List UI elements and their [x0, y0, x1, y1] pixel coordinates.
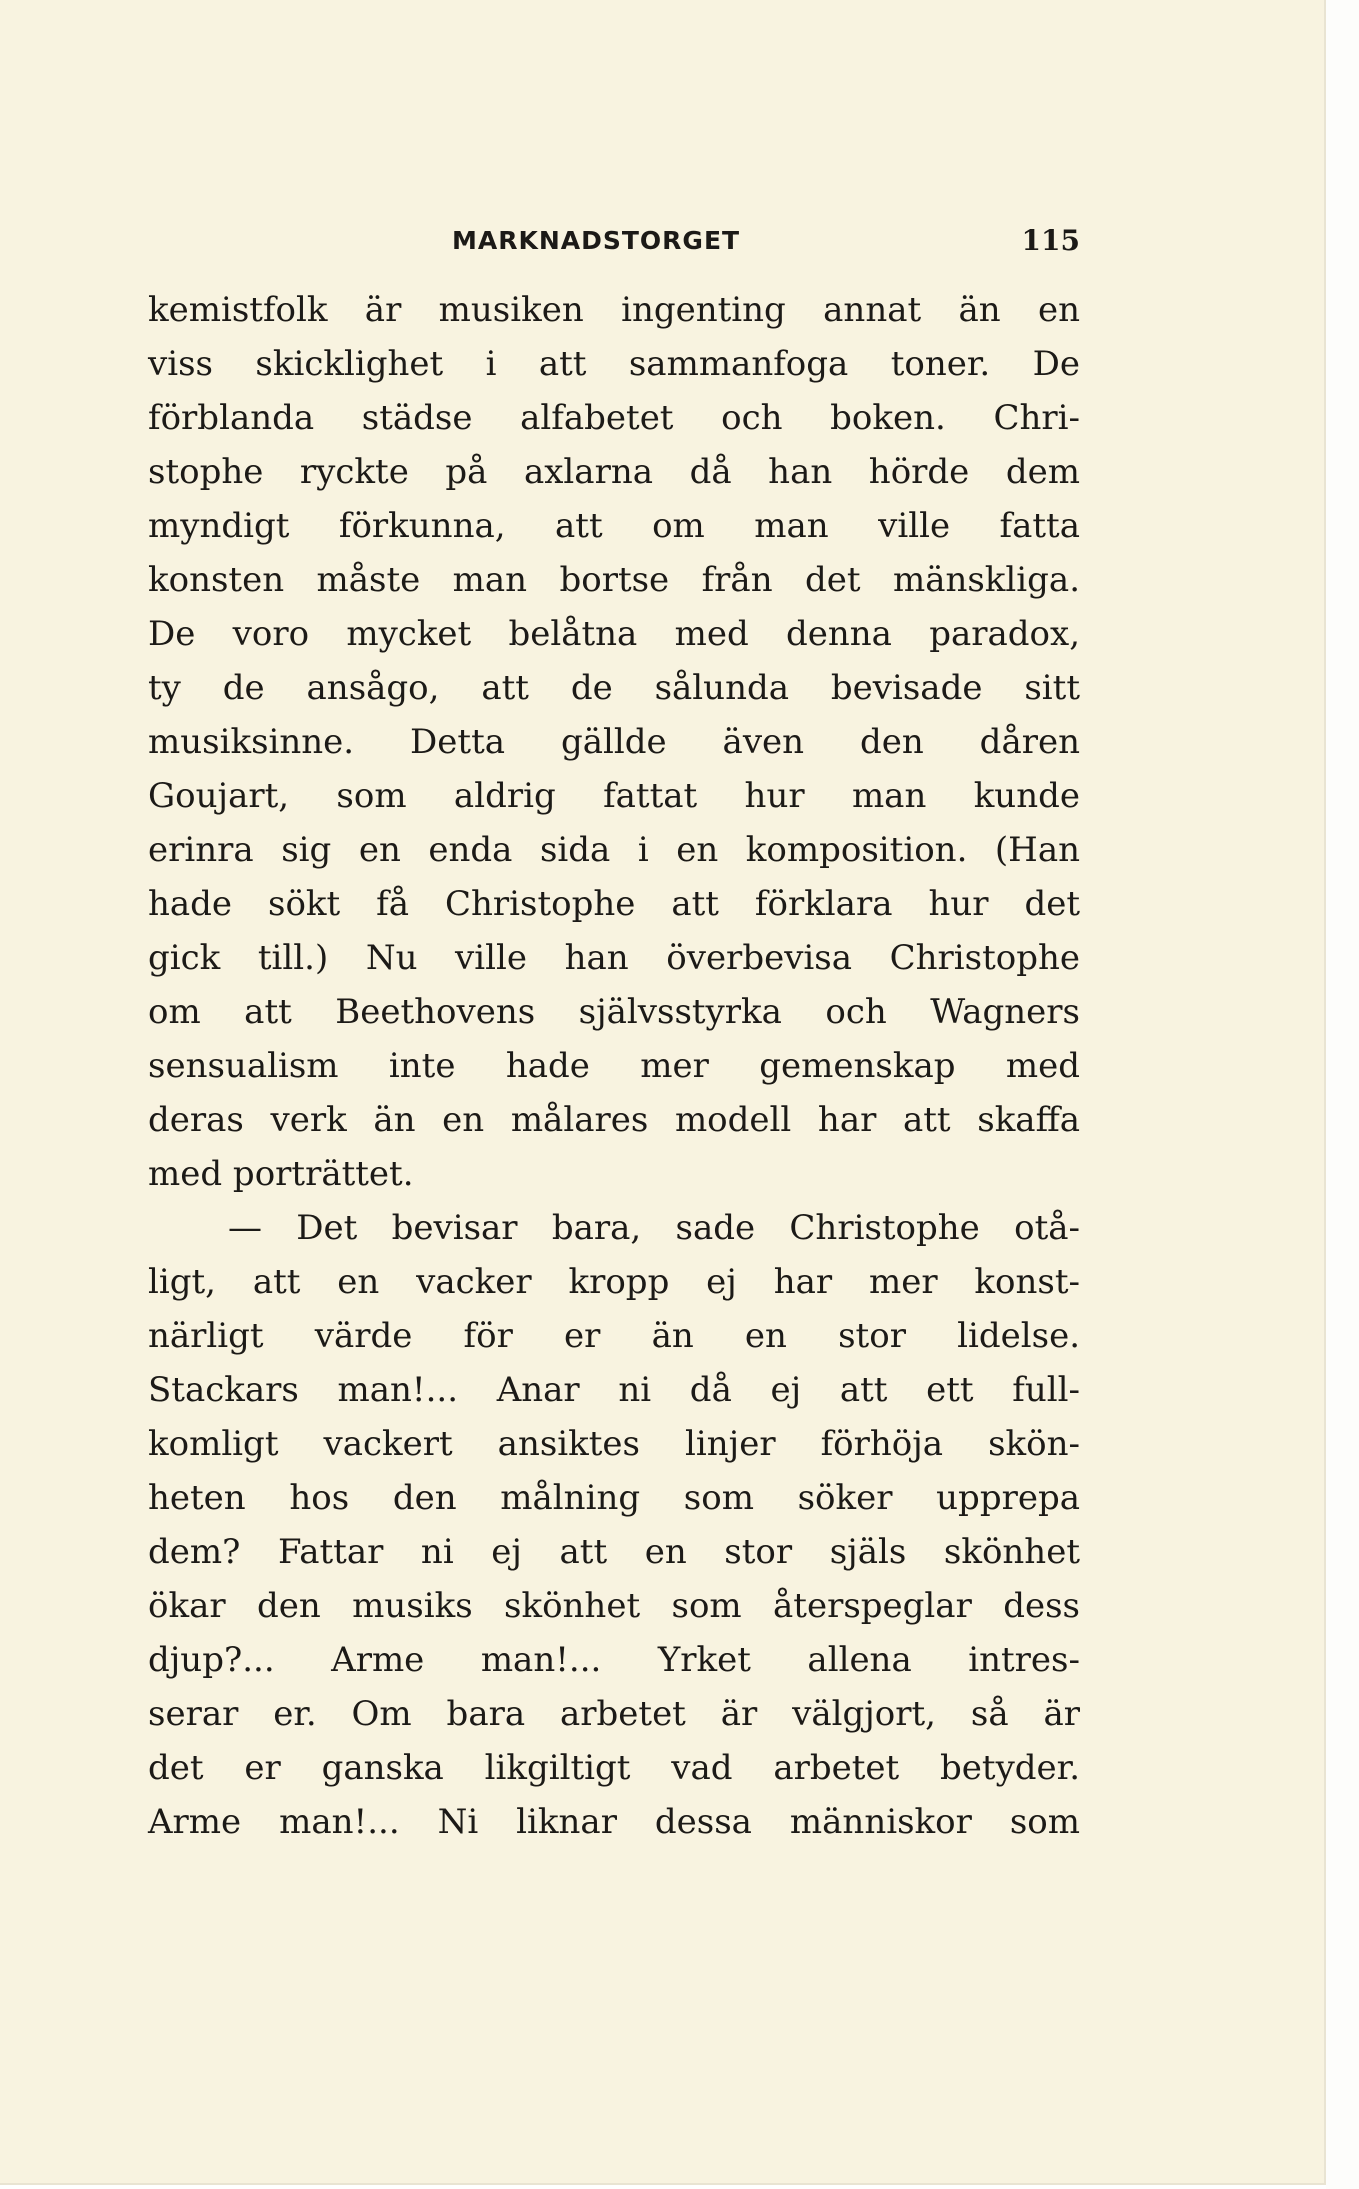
running-title: MARKNADSTORGET: [452, 226, 741, 255]
page-edge: [1326, 0, 1359, 2189]
text-line: med porträttet.: [148, 1154, 414, 1194]
text-line: musiksinne. Detta gällde även den dåren: [148, 722, 1080, 762]
text-line: dem? Fattar ni ej att en stor själs skönhet: [148, 1532, 1080, 1572]
text-line: komligt vackert ansiktes linjer förhöja skön-: [148, 1424, 1080, 1464]
text-line: ligt, att en vacker kropp ej har mer konst-: [148, 1262, 1080, 1302]
text-line: närligt värde för er än en stor lidelse.: [148, 1316, 1080, 1356]
text-line: viss skicklighet i att sammanfoga toner. De: [148, 344, 1080, 384]
text-line: konsten måste man bortse från det mänskliga.: [148, 560, 1080, 600]
text-line: förblanda städse alfabetet och boken. Chri-: [148, 398, 1080, 438]
text-line: ty de ansågo, att de sålunda bevisade sitt: [148, 668, 1080, 708]
text-line: hade sökt få Christophe att förklara hur det: [148, 884, 1080, 924]
text-line: erinra sig en enda sida i en komposition. (Han: [148, 830, 1080, 870]
text-line: stophe ryckte på axlarna då han hörde dem: [148, 452, 1080, 492]
text-line: heten hos den målning som söker upprepa: [148, 1478, 1080, 1518]
text-line: Goujart, som aldrig fattat hur man kunde: [148, 776, 1080, 816]
text-line: djup?... Arme man!... Yrket allena intres-: [148, 1640, 1080, 1680]
text-line: sensualism inte hade mer gemenskap med: [148, 1046, 1080, 1086]
text-line: De voro mycket belåtna med denna paradox,: [148, 614, 1080, 654]
text-line: det er ganska likgiltigt vad arbetet betyder.: [148, 1748, 1080, 1788]
text-line: deras verk än en målares modell har att skaffa: [148, 1100, 1080, 1140]
text-line: Stackars man!... Anar ni då ej att ett full-: [148, 1370, 1080, 1410]
text-line: om att Beethovens självsstyrka och Wagners: [148, 992, 1080, 1032]
text-line: kemistfolk är musiken ingenting annat än en: [148, 290, 1080, 330]
body-text: [148, 283, 1080, 1849]
text-line: myndigt förkunna, att om man ville fatta: [148, 506, 1080, 546]
text-line: Arme man!... Ni liknar dessa människor som: [148, 1802, 1080, 1842]
page-header: [148, 224, 1080, 264]
text-line: serar er. Om bara arbetet är välgjort, så är: [148, 1694, 1080, 1734]
page-number: 115: [1021, 224, 1080, 257]
text-line: ökar den musiks skönhet som återspeglar dess: [148, 1586, 1080, 1626]
text-line: gick till.) Nu ville han överbevisa Christophe: [148, 938, 1080, 978]
text-line: — Det bevisar bara, sade Christophe otå-: [228, 1208, 1080, 1248]
